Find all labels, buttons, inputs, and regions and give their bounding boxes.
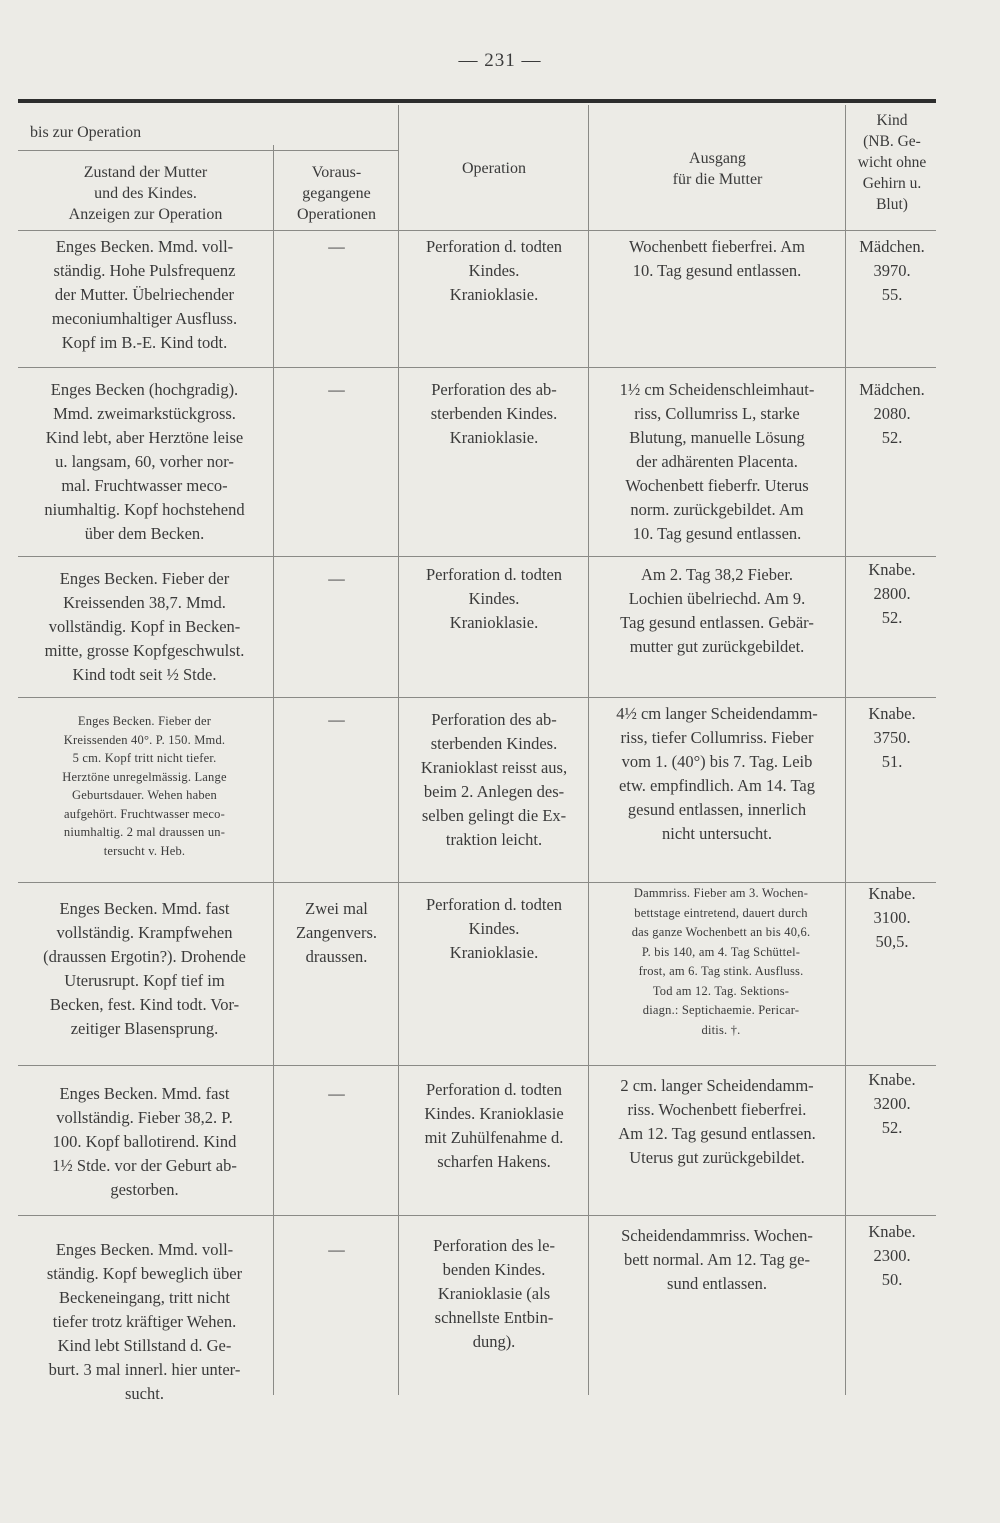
cell-operation: Perforation des ab- sterbenden Kindes. Kranioklasie. xyxy=(430,380,558,447)
header-rule xyxy=(18,230,936,231)
column-rule xyxy=(845,105,846,1395)
cell-zustand: Enges Becken. Mmd. fast vollständig. Fieber 38,2. P. 100. Kopf ballotirend. Kind 1½ Stde. vor der Geburt ab- gestorben. xyxy=(52,1084,237,1199)
row-rule xyxy=(18,367,936,368)
cell-kind: Knabe. 3750. 51. xyxy=(868,704,916,771)
column-rule xyxy=(398,105,399,1395)
cell-kind: Mädchen. 2080. 52. xyxy=(859,380,925,447)
cell-zustand: Enges Becken. Fieber der Kreissenden 38,7. Mmd. vollständig. Kopf in Becken- mitte, grosse Kopfgeschwulst. Kind todt seit ½ Stde. xyxy=(44,569,245,684)
cell-voraus: — xyxy=(328,237,345,256)
cell-kind: Mädchen. 3970. 55. xyxy=(859,237,925,304)
table-top-rule xyxy=(18,99,936,103)
cell-ausgang: Am 2. Tag 38,2 Fieber. Lochien übelriechd. Am 9. Tag gesund entlassen. Gebär- mutter gut zurückgebildet. xyxy=(620,565,814,656)
cell-zustand: Enges Becken. Mmd. fast vollständig. Krampfwehen (draussen Ergotin?). Drohende Uterusrupt. Kopf tief im Becken, fest. Kind todt. Vor- zeitiger Blasensprung. xyxy=(43,899,246,1038)
cell-kind: Knabe. 3100. 50,5. xyxy=(868,884,916,951)
column-rule xyxy=(588,105,589,1395)
header-col-operation: Operation xyxy=(462,160,526,177)
row-rule xyxy=(18,1065,936,1066)
cell-ausgang: 2 cm. langer Scheidendamm- riss. Wochenbett fieberfrei. Am 12. Tag gesund entlassen. Uterus gut zurückgebildet. xyxy=(618,1076,816,1167)
cell-zustand: Enges Becken (hochgradig). Mmd. zweimarkstückgross. Kind lebt, aber Herztöne leise u. langsam, 60, vorher nor- mal. Fruchtwasser meco- niumhaltig. Kopf hochstehend über dem Becken. xyxy=(44,380,245,543)
header-col-ausgang: Ausgang für die Mutter xyxy=(672,150,763,188)
row-rule xyxy=(18,1215,936,1216)
cell-ausgang: Dammriss. Fieber am 3. Wochen- bettstage eintretend, dauert durch das ganze Wochenbett an bis 40,6. P. bis 140, am 4. Tag Schüttel- frost, am 6. Tag stink. Ausfluss. Tod am 12. Tag. Sektions- diagn.: Septichaemie. Pericar- ditis. †. xyxy=(631,886,811,1037)
header-col-kind: Kind (NB. Ge- wicht ohne Gehirn u. Blut) xyxy=(857,112,927,213)
cell-operation: Perforation des le- benden Kindes. Kranioklasie (als schnellste Entbin- dung). xyxy=(433,1236,555,1351)
cell-zustand: Enges Becken. Mmd. voll- ständig. Hohe Pulsfrequenz der Mutter. Übelriechender meconiumhaltiger Ausfluss. Kopf im B.-E. Kind todt. xyxy=(51,237,238,352)
page-number: — 231 — xyxy=(458,50,542,71)
cell-voraus: — xyxy=(328,1084,345,1103)
cell-voraus: — xyxy=(328,380,345,399)
cell-ausgang: 1½ cm Scheidenschleimhaut- riss, Collumriss L, starke Blutung, manuelle Lösung der adhärenten Placenta. Wochenbett fieberfr. Uterus norm. zurückgebildet. Am 10. Tag gesund entlassen. xyxy=(619,380,815,543)
cell-operation: Perforation d. todten Kindes. Kranioklasie mit Zuhülfenahme d. scharfen Hakens. xyxy=(424,1080,564,1171)
row-rule xyxy=(18,697,936,698)
cell-operation: Perforation d. todten Kindes. Kranioklasie. xyxy=(425,237,563,304)
column-rule xyxy=(273,145,274,1395)
cell-ausgang: Scheidendammriss. Wochen- bett normal. Am 12. Tag ge- sund entlassen. xyxy=(621,1226,813,1293)
cell-operation: Perforation d. todten Kindes. Kranioklasie. xyxy=(425,565,563,632)
cell-kind: Knabe. 3200. 52. xyxy=(868,1070,916,1137)
cell-voraus: — xyxy=(328,1240,345,1259)
cell-voraus: Zwei mal Zangenvers. draussen. xyxy=(295,899,378,966)
cell-kind: Knabe. 2800. 52. xyxy=(868,560,916,627)
header-col-voraus: Voraus- gegangene Operationen xyxy=(296,164,377,223)
cell-ausgang: 4½ cm langer Scheidendamm- riss, tiefer Collumriss. Fieber vom 1. (40°) bis 7. Tag. Leib etw. empfindlich. Am 14. Tag gesund entlassen, innerlich nicht untersucht. xyxy=(616,704,818,843)
cell-operation: Perforation des ab- sterbenden Kindes. Kranioklast reisst aus, beim 2. Anlegen des- selben gelingt die Ex- traktion leicht. xyxy=(420,710,568,849)
cell-voraus: — xyxy=(328,710,345,729)
cell-zustand: Enges Becken. Mmd. voll- ständig. Kopf beweglich über Beckeneingang, tritt nicht tiefer trotz kräftiger Wehen. Kind lebt Stillstand d. Ge- burt. 3 mal innerl. hier unter- sucht. xyxy=(46,1240,243,1403)
row-rule xyxy=(18,882,936,883)
cell-ausgang: Wochenbett fieberfrei. Am 10. Tag gesund entlassen. xyxy=(629,237,805,280)
row-rule xyxy=(18,556,936,557)
cell-voraus: — xyxy=(328,569,345,588)
cell-operation: Perforation d. todten Kindes. Kranioklasie. xyxy=(425,895,563,962)
header-col-zustand: Zustand der Mutter und des Kindes. Anzeigen zur Operation xyxy=(68,164,223,223)
cell-kind: Knabe. 2300. 50. xyxy=(868,1222,916,1289)
header-span-label: bis zur Operation xyxy=(30,124,142,141)
header-rule xyxy=(18,150,398,151)
cell-zustand: Enges Becken. Fieber der Kreissenden 40°. P. 150. Mmd. 5 cm. Kopf tritt nicht tiefer. Herztöne unregelmässig. Lange Geburtsdauer. Wehen haben aufgehört. Fruchtwasser meco- niumhaltig. 2 mal draussen un- tersucht v. Heb. xyxy=(62,714,227,858)
